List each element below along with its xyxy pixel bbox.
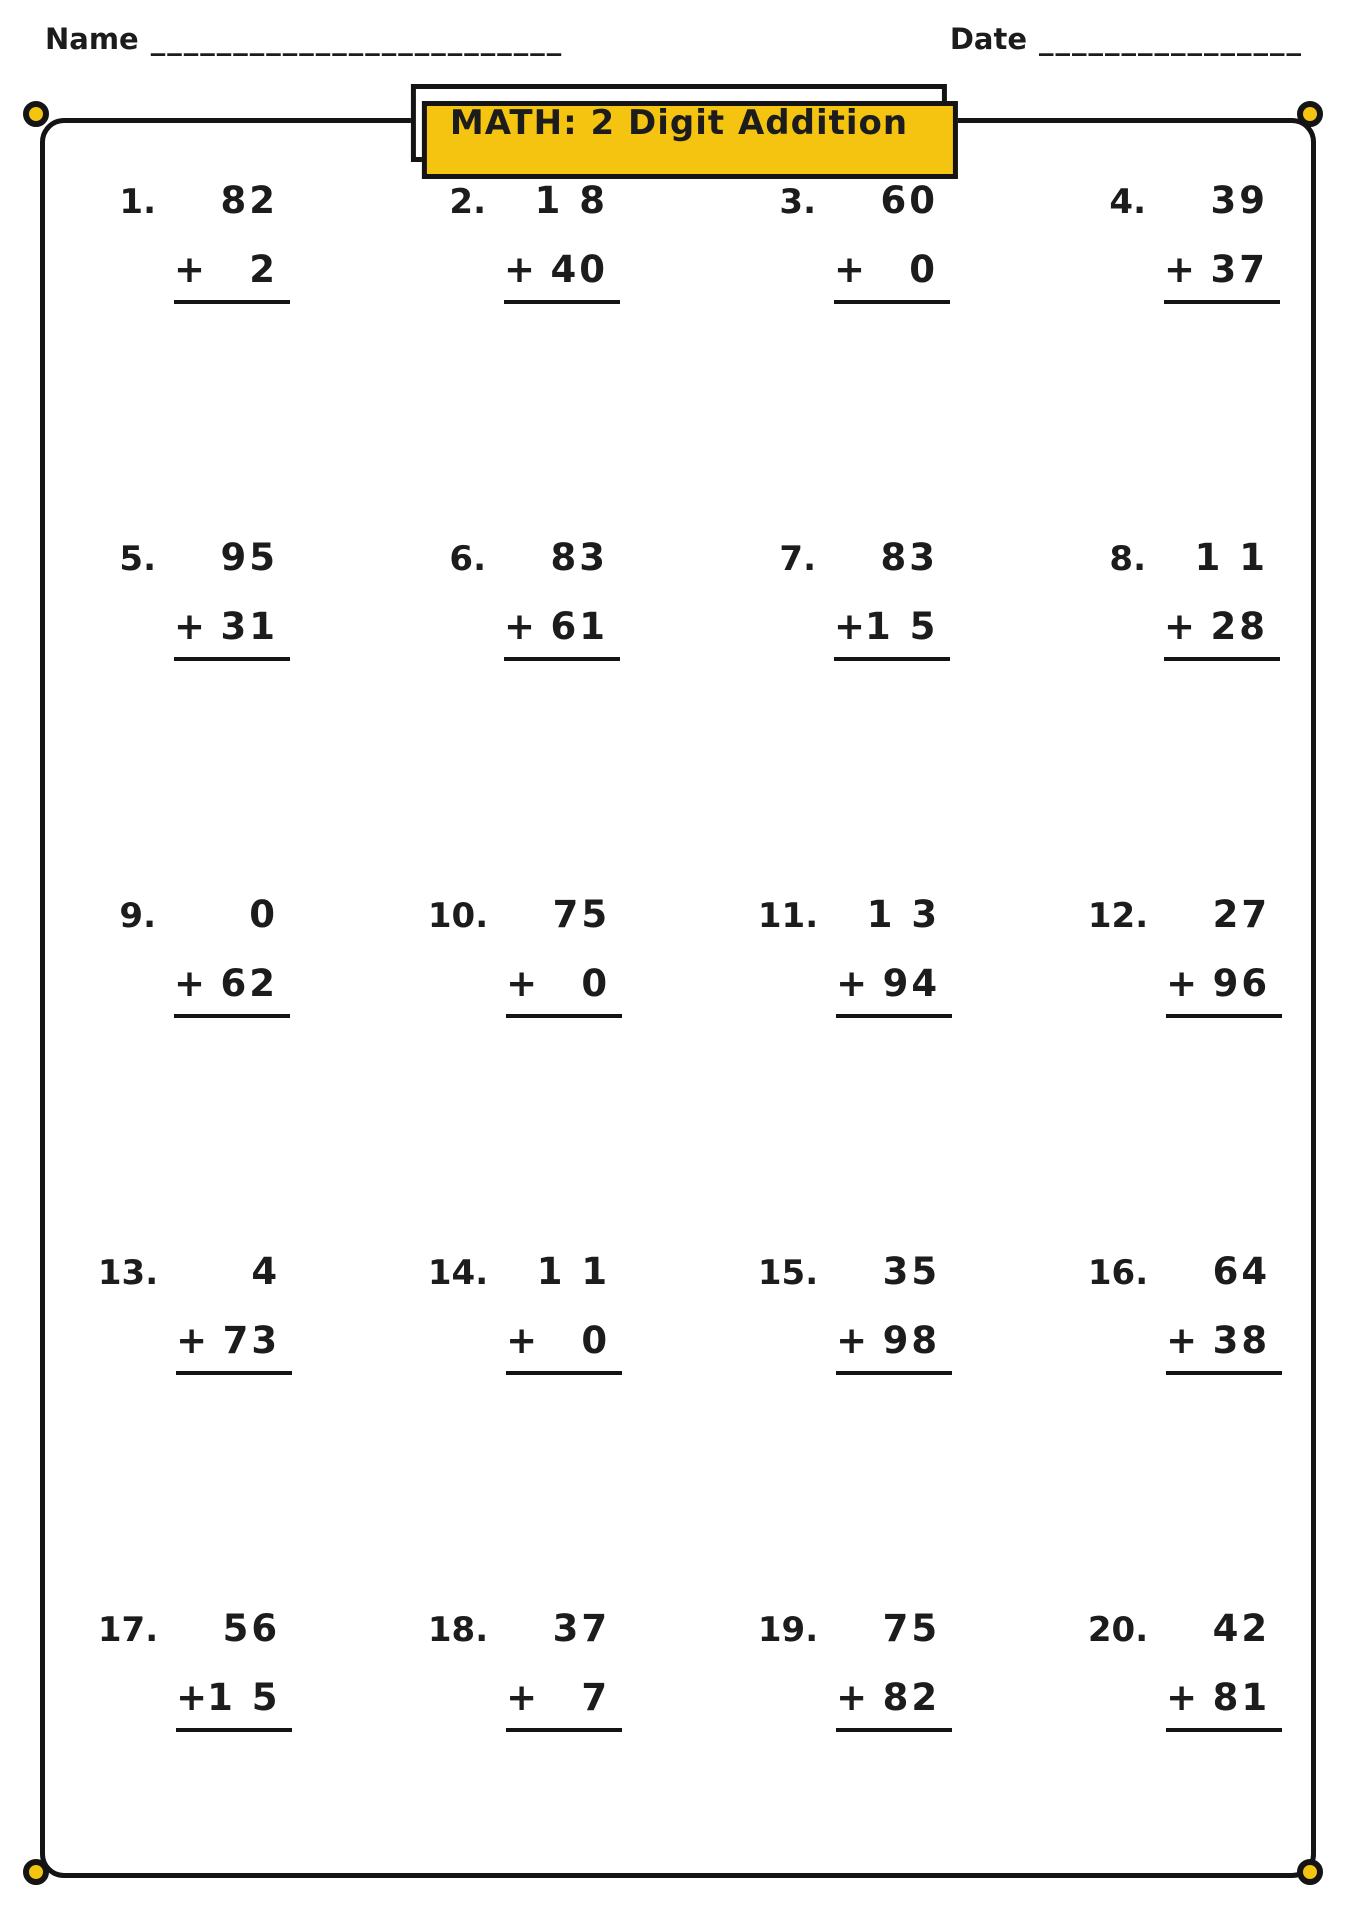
- problem: [757, 1607, 952, 1732]
- plus-sign: +: [1166, 1319, 1198, 1362]
- addition-row: [174, 962, 290, 1005]
- problem-work-area: [1166, 893, 1282, 1018]
- answer-line: [1166, 1728, 1282, 1732]
- problem: [1090, 536, 1280, 661]
- addend-bottom: 28: [1210, 605, 1268, 648]
- addition-row: [836, 962, 952, 1005]
- problem-work-area: [174, 179, 290, 304]
- problem-work-area: [176, 1250, 292, 1375]
- addition-row: [176, 1319, 292, 1362]
- plus-sign: +: [834, 248, 866, 291]
- plus-sign: +: [1164, 248, 1196, 291]
- problem: [1090, 179, 1280, 304]
- plus-sign: +: [506, 1319, 538, 1362]
- addend-bottom: 7: [581, 1676, 611, 1719]
- answer-line: [1166, 1371, 1282, 1375]
- addend-bottom: 2: [249, 248, 278, 291]
- addend-bottom: 98: [882, 1319, 941, 1362]
- answer-line: [836, 1014, 952, 1018]
- date-label: Date: [949, 22, 1027, 56]
- addend-top: 4: [251, 1250, 281, 1293]
- addend-bottom: 82: [882, 1676, 941, 1719]
- problem-work-area: [504, 536, 620, 661]
- addend-bottom: 1 5: [207, 1676, 281, 1719]
- addend-bottom: 73: [222, 1319, 281, 1362]
- plus-sign: +: [174, 605, 206, 648]
- addition-row: [836, 1319, 952, 1362]
- problem-work-area: [1166, 1250, 1282, 1375]
- answer-line: [834, 657, 950, 661]
- name-blank-line: _________________________: [150, 22, 564, 56]
- problem-number: 9.: [119, 896, 156, 936]
- problem-work-area: [834, 179, 950, 304]
- addition-row: [506, 1319, 622, 1362]
- problem-work-area: [506, 893, 622, 1018]
- addend-bottom: 31: [220, 605, 278, 648]
- plus-sign: +: [174, 248, 206, 291]
- addition-row: [1164, 605, 1280, 648]
- problem: [430, 536, 620, 661]
- problem-work-area: [176, 1607, 292, 1732]
- date-blank-line: ________________: [1039, 22, 1303, 56]
- plus-sign: +: [176, 1319, 208, 1362]
- addend-top: 75: [882, 1607, 941, 1650]
- problem-work-area: [836, 893, 952, 1018]
- addition-row: [506, 962, 622, 1005]
- problem-number: 15.: [757, 1253, 819, 1293]
- corner-dot-bottom-left: [23, 1859, 49, 1885]
- plus-sign: +: [506, 962, 538, 1005]
- addition-row: [504, 605, 620, 648]
- problem-work-area: [506, 1250, 622, 1375]
- corner-dot-top-left: [23, 101, 49, 127]
- addend-top: 42: [1212, 1607, 1271, 1650]
- plus-sign: +: [1166, 1676, 1198, 1719]
- answer-line: [174, 1014, 290, 1018]
- problem-number: 11.: [757, 896, 819, 936]
- worksheet-title: MATH: 2 Digit Addition: [449, 103, 909, 143]
- problem: [97, 1250, 292, 1375]
- addend-top: 1 8: [534, 179, 608, 222]
- addend-bottom: 96: [1212, 962, 1271, 1005]
- corner-dot-bottom-right: [1297, 1859, 1323, 1885]
- problem-number: 14.: [427, 1253, 489, 1293]
- addition-row: [176, 1676, 292, 1719]
- plus-sign: +: [1166, 962, 1198, 1005]
- problem-number: 20.: [1087, 1610, 1149, 1650]
- answer-line: [836, 1371, 952, 1375]
- answer-line: [506, 1371, 622, 1375]
- problem-work-area: [174, 893, 290, 1018]
- problem: [760, 179, 950, 304]
- addend-top: 1 1: [1194, 536, 1268, 579]
- addition-row: [1164, 248, 1280, 291]
- plus-sign: +: [504, 248, 536, 291]
- plus-sign: +: [836, 1676, 868, 1719]
- answer-line: [504, 657, 620, 661]
- addend-bottom: 0: [909, 248, 938, 291]
- name-label: Name: [45, 22, 139, 56]
- addend-top: 35: [882, 1250, 941, 1293]
- addend-top: 83: [880, 536, 938, 579]
- problem: [97, 1607, 292, 1732]
- answer-line: [1164, 657, 1280, 661]
- problem: [760, 536, 950, 661]
- answer-line: [1164, 300, 1280, 304]
- problem: [100, 893, 290, 1018]
- plus-sign: +: [836, 962, 868, 1005]
- problem-number: 6.: [449, 539, 486, 579]
- addition-row: [1166, 1676, 1282, 1719]
- answer-line: [176, 1371, 292, 1375]
- problem-number: 12.: [1087, 896, 1149, 936]
- addend-top: 37: [552, 1607, 611, 1650]
- addend-bottom: 40: [550, 248, 608, 291]
- problem-work-area: [1164, 179, 1280, 304]
- problem-number: 18.: [427, 1610, 489, 1650]
- addend-top: 1 1: [536, 1250, 611, 1293]
- problem-work-area: [836, 1250, 952, 1375]
- addend-bottom: 62: [220, 962, 278, 1005]
- problem-work-area: [504, 179, 620, 304]
- addend-top: 82: [220, 179, 278, 222]
- answer-line: [836, 1728, 952, 1732]
- problem-work-area: [1164, 536, 1280, 661]
- problem-number: 13.: [97, 1253, 159, 1293]
- addition-row: [834, 248, 950, 291]
- problem-work-area: [836, 1607, 952, 1732]
- name-field: [45, 22, 563, 56]
- answer-line: [834, 300, 950, 304]
- plus-sign: +: [504, 605, 536, 648]
- addition-row: [1166, 962, 1282, 1005]
- addend-top: 83: [550, 536, 608, 579]
- problem: [427, 893, 622, 1018]
- problem-number: 7.: [779, 539, 816, 579]
- addend-top: 95: [220, 536, 278, 579]
- addition-row: [174, 248, 290, 291]
- addition-row: [1166, 1319, 1282, 1362]
- problem-work-area: [174, 536, 290, 661]
- problem-number: 16.: [1087, 1253, 1149, 1293]
- header-bar: [45, 22, 1303, 56]
- answer-line: [174, 300, 290, 304]
- problem: [1087, 893, 1282, 1018]
- problem-number: 4.: [1109, 182, 1146, 222]
- plus-sign: +: [506, 1676, 538, 1719]
- answer-line: [1166, 1014, 1282, 1018]
- answer-line: [506, 1728, 622, 1732]
- problem: [427, 1607, 622, 1732]
- worksheet-title-box: [411, 84, 947, 162]
- addend-bottom: 38: [1212, 1319, 1271, 1362]
- addition-row: [504, 248, 620, 291]
- problem-number: 10.: [427, 896, 489, 936]
- problem-number: 19.: [757, 1610, 819, 1650]
- problem: [1087, 1607, 1282, 1732]
- addend-top: 27: [1212, 893, 1271, 936]
- problem-number: 3.: [779, 182, 816, 222]
- answer-line: [506, 1014, 622, 1018]
- addend-top: 39: [1210, 179, 1268, 222]
- answer-line: [174, 657, 290, 661]
- answer-line: [176, 1728, 292, 1732]
- addend-bottom: 0: [581, 1319, 611, 1362]
- date-field: [950, 22, 1303, 56]
- problem-number: 2.: [449, 182, 486, 222]
- problem-number: 8.: [1109, 539, 1146, 579]
- addition-row: [836, 1676, 952, 1719]
- problem-work-area: [1166, 1607, 1282, 1732]
- problem: [757, 1250, 952, 1375]
- addend-top: 0: [249, 893, 278, 936]
- plus-sign: +: [174, 962, 206, 1005]
- problem: [427, 1250, 622, 1375]
- problem: [100, 536, 290, 661]
- problem-number: 17.: [97, 1610, 159, 1650]
- addend-bottom: 37: [1210, 248, 1268, 291]
- plus-sign: +: [836, 1319, 868, 1362]
- addend-bottom: 1 5: [865, 605, 939, 648]
- addition-row: [834, 605, 950, 648]
- problem-number: 5.: [119, 539, 156, 579]
- problem: [1087, 1250, 1282, 1375]
- addend-top: 1 3: [866, 893, 941, 936]
- problem: [757, 893, 952, 1018]
- addend-bottom: 0: [581, 962, 611, 1005]
- problem-work-area: [506, 1607, 622, 1732]
- answer-line: [504, 300, 620, 304]
- problem: [100, 179, 290, 304]
- problems-grid: [30, 179, 1350, 1882]
- problem-work-area: [834, 536, 950, 661]
- addend-bottom: 81: [1212, 1676, 1271, 1719]
- addend-top: 56: [222, 1607, 281, 1650]
- problem: [430, 179, 620, 304]
- problem-number: 1.: [119, 182, 156, 222]
- plus-sign: +: [834, 605, 866, 648]
- addition-row: [506, 1676, 622, 1719]
- addend-top: 75: [552, 893, 611, 936]
- addend-bottom: 94: [882, 962, 941, 1005]
- corner-dot-top-right: [1297, 101, 1323, 127]
- plus-sign: +: [1164, 605, 1196, 648]
- plus-sign: +: [176, 1676, 208, 1719]
- addend-top: 64: [1212, 1250, 1271, 1293]
- addition-row: [174, 605, 290, 648]
- addend-top: 60: [880, 179, 938, 222]
- addend-bottom: 61: [550, 605, 608, 648]
